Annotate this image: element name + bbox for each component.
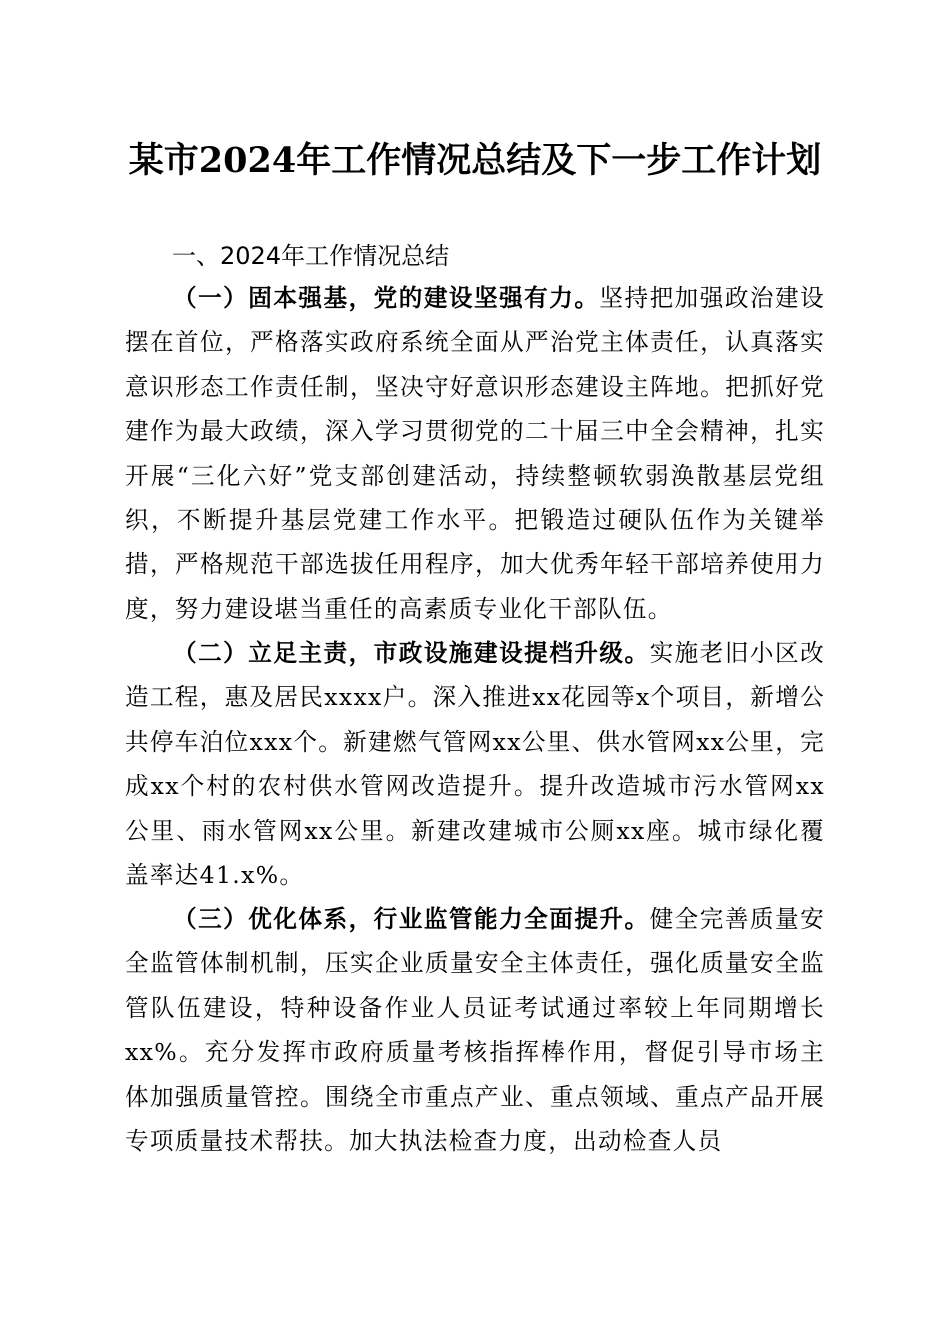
paragraph-lead: （一）固本强基，党的建设坚强有力。 <box>173 284 600 312</box>
paragraph-municipal-facilities <box>125 631 825 897</box>
paragraph-lead: （二）立足主责，市政设施建设提档升级。 <box>173 639 650 667</box>
paragraph-body: 坚持把加强政治建设摆在首位，严格落实政府系统全面从严治党主体责任，认真落实意识形态工作责任制，坚决守好意识形态建设主阵地。把抓好党建作为最大政绩，深入学习贯彻党的二十届三中全会精神，扎实开展“三化六好”党支部创建活动，持续整顿软弱涣散基层党组织，不断提升基层党建工作水平。把锻造过硬队伍作为关键举措，严格规范干部选拔任用程序，加大优秀年轻干部培养使用力度，努力建设堪当重任的高素质专业化干部队伍。 <box>125 284 825 623</box>
paragraph-party-building <box>125 276 825 631</box>
paragraph-body: 健全完善质量安全监管体制机制，压实企业质量安全主体责任，强化质量安全监管队伍建设，特种设备作业人员证考试通过率较上年同期增长xx%。充分发挥市政府质量考核指挥棒作用，督促引导市场主体加强质量管控。围绕全市重点产业、重点领域、重点产品开展专项质量技术帮扶。加大执法检查力度，出动检查人员 <box>125 905 825 1156</box>
paragraph-lead: （三）优化体系，行业监管能力全面提升。 <box>173 905 650 933</box>
paragraph-industry-supervision <box>125 897 825 1167</box>
section-heading: 一、2024年工作情况总结 <box>172 242 450 270</box>
paragraph-body: 实施老旧小区改造工程，惠及居民xxxx户。深入推进xx花园等x个项目，新增公共停车泊位xxx个。新建燃气管网xx公里、供水管网xx公里，完成xx个村的农村供水管网改造提升。提升改造城市污水管网xx公里、雨水管网xx公里。新建改建城市公厕xx座。城市绿化覆盖率达41.x%。 <box>125 639 825 890</box>
document-title: 某市2024年工作情况总结及下一步工作计划 <box>128 140 822 181</box>
